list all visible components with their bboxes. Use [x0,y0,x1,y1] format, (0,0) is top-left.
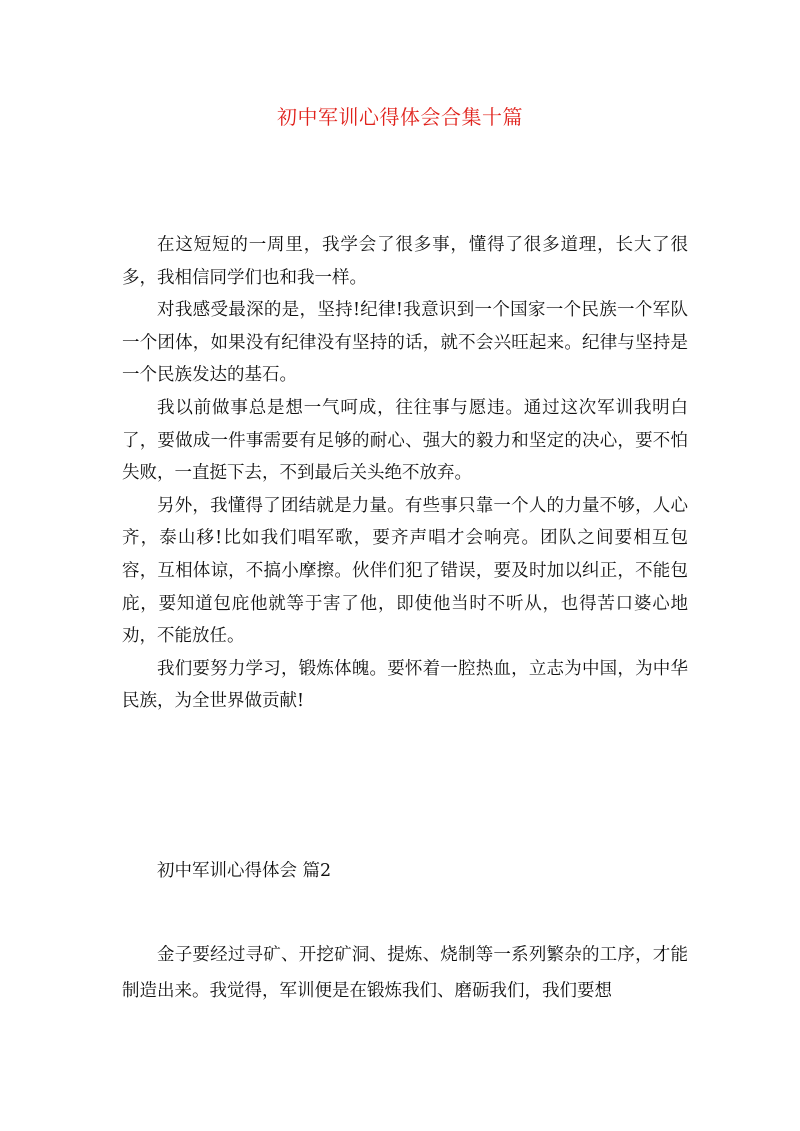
document-title: 初中军训心得体会合集十篇 [277,105,523,129]
paragraph: 对我感受最深的是，坚持!纪律!我意识到一个国家一个民族一个军队一个团体，如果没有纪律没有坚持的话，就不会兴旺起来。纪律与坚持是一个民族发达的基石。 [122,300,688,386]
section-heading: 初中军训心得体会 篇2 [157,861,332,881]
section2-body [122,937,688,1009]
paragraph: 另外，我懂得了团结就是力量。有些事只靠一个人的力量不够，人心齐，泰山移!比如我们唱军歌，要齐声唱才会响亮。团队之间要相互包容，互相体谅，不搞小摩擦。伙伴们犯了错误，要及时加以纠正，不能包庇，要知道包庇他就等于害了他，即使他当时不听从，也得苦口婆心地劝，不能放任。 [122,495,688,647]
paragraph: 在这短短的一周里，我学会了很多事，懂得了很多道理，长大了很多，我相信同学们也和我一样。 [122,235,688,288]
document-body [122,229,688,718]
paragraph: 我们要努力学习，锻炼体魄。要怀着一腔热血，立志为中国，为中华民族，为全世界做贡献! [122,658,688,712]
paragraph: 金子要经过寻矿、开挖矿洞、提炼、烧制等一系列繁杂的工序，才能制造出来。我觉得，军训便是在锻炼我们、磨砺我们，我们要想 [122,945,688,1001]
paragraph: 我以前做事总是想一气呵成，往往事与愿违。通过这次军训我明白了，要做成一件事需要有足够的耐心、强大的毅力和坚定的决心，要不怕失败，一直挺下去，不到最后关头绝不放弃。 [122,397,688,484]
